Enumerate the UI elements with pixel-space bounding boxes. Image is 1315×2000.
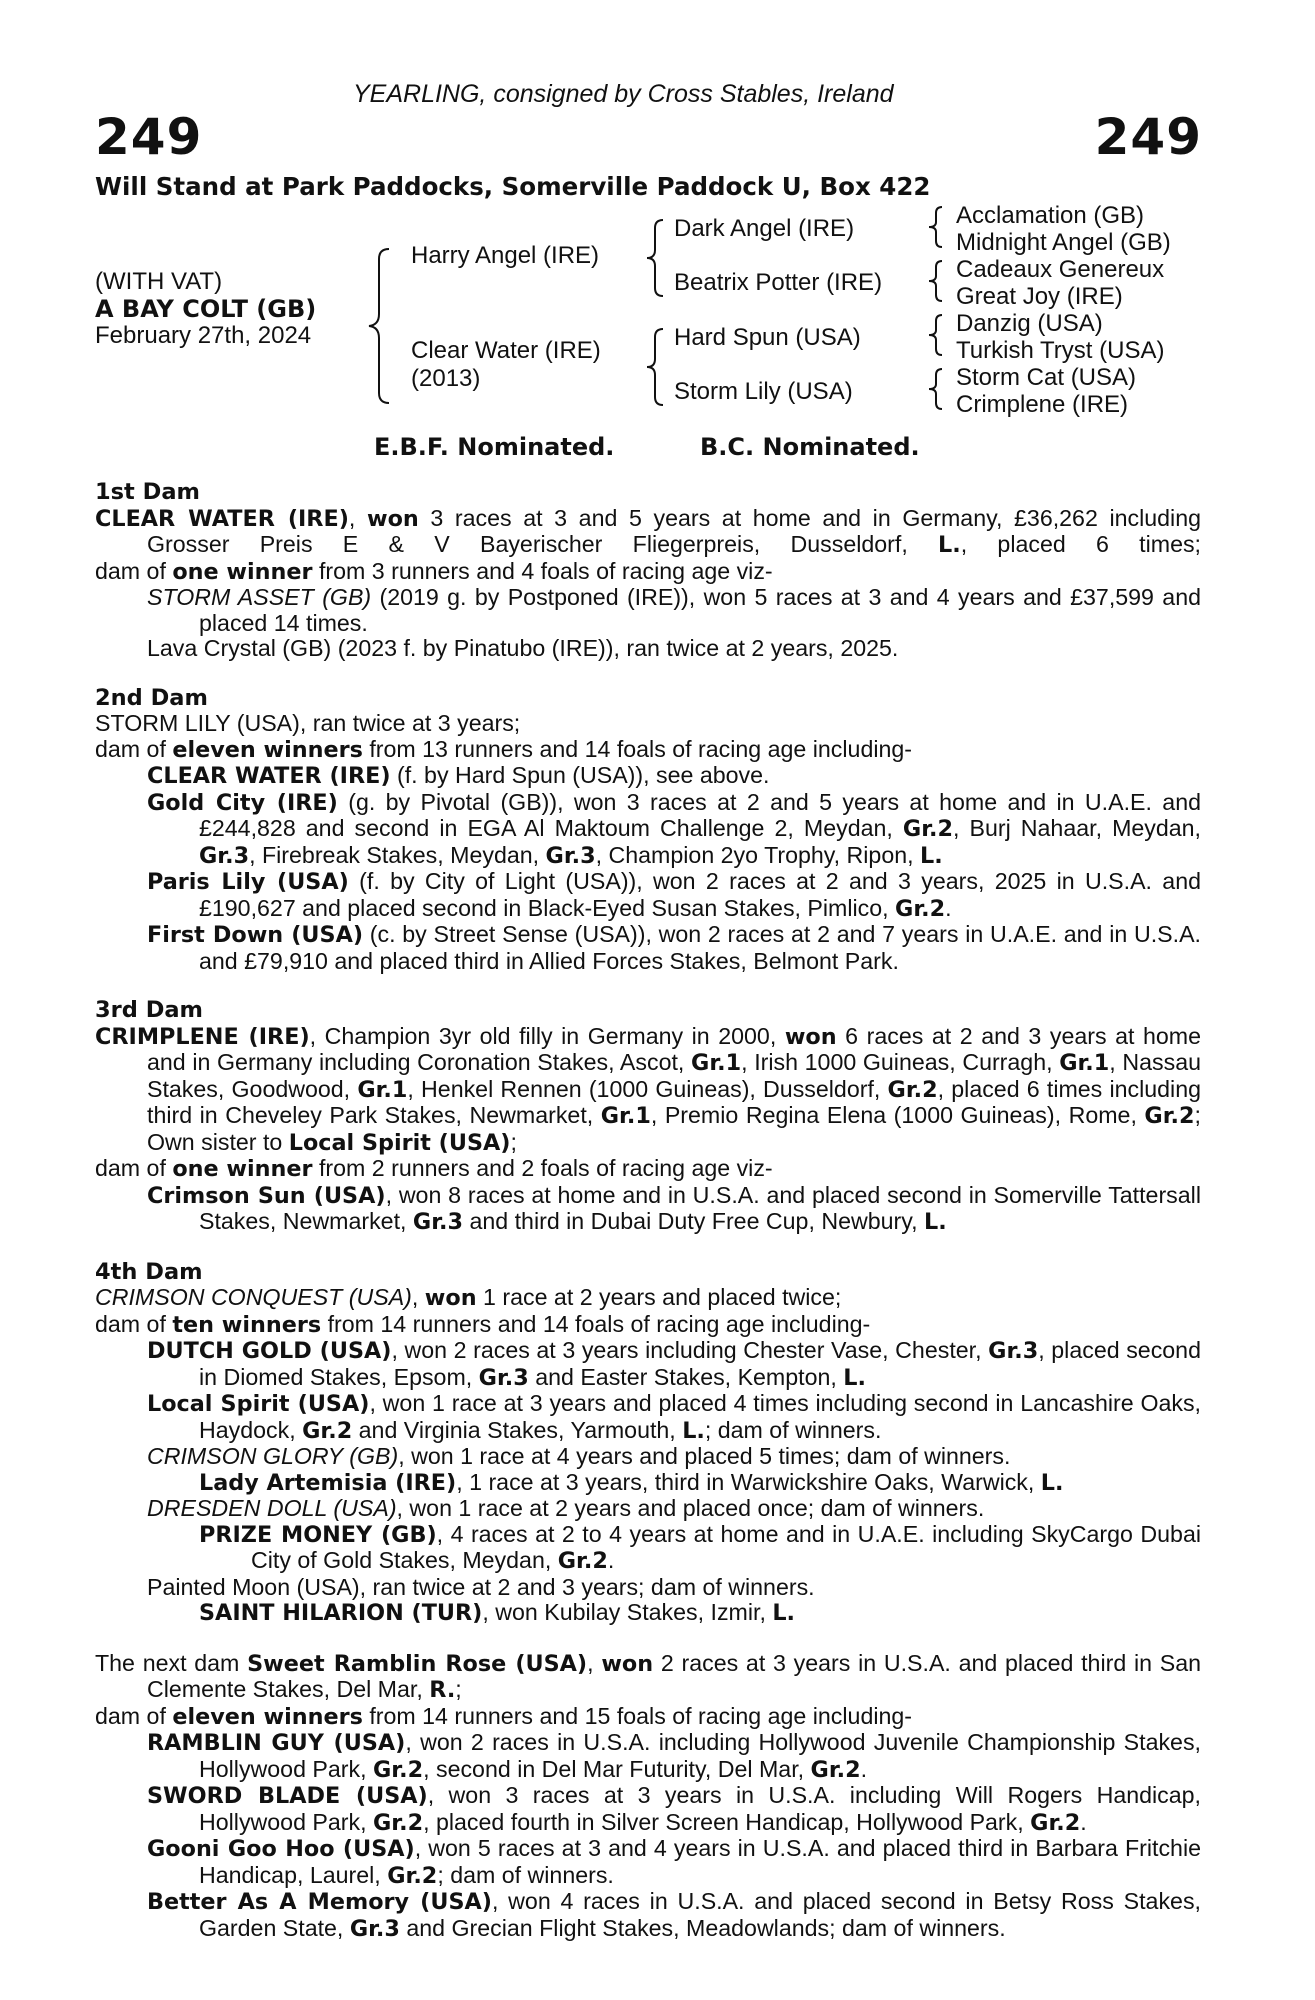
second-dam-section	[95, 686, 1201, 975]
lot-number-right: 249	[1094, 108, 1202, 166]
produce-entry: SWORD BLADE (USA), won 3 races at 3 years in U.S.A. including Will Rogers Handicap, Hollywood Park, Gr.2, placed fourth in Silver Screen Handicap, Hollywood Park, Gr.2.	[147, 1782, 1201, 1836]
dam-dam: Storm Lily (USA)	[674, 378, 853, 405]
pedigree-bracket-gg1	[925, 205, 947, 249]
sire-dam: Beatrix Potter (IRE)	[674, 269, 883, 296]
stand-location: Will Stand at Park Paddocks, Somerville Paddock U, Box 422	[95, 172, 931, 201]
produce-entry: First Down (USA) (c. by Street Sense (USA)), won 2 races at 2 and 7 years in U.A.E. and in U.S.A. and £79,910 and placed third in Allied Forces Stakes, Belmont Park.	[147, 921, 1201, 974]
ebf-nominated: E.B.F. Nominated.	[374, 433, 615, 461]
fourth-dam-produce-summary: dam of ten winners from 14 runners and 14 foals of racing age including-	[95, 1310, 871, 1338]
horse-dob: February 27th, 2024	[95, 322, 312, 349]
third-dam-produce-summary: dam of one winner from 2 runners and 2 foals of racing age viz-	[95, 1155, 773, 1182]
produce-entry: Lady Artemisia (IRE), 1 race at 3 years, third in Warwickshire Oaks, Warwick, L.	[199, 1468, 1064, 1496]
fourth-dam-heading: 4th Dam	[95, 1258, 203, 1285]
next-dam-produce-summary: dam of eleven winners from 14 runners and 15 foals of racing age including-	[95, 1702, 913, 1730]
horse-name: A BAY COLT (GB)	[95, 295, 317, 323]
lot-number-left: 249	[95, 108, 203, 166]
gg-6: Turkish Tryst (USA)	[956, 337, 1165, 364]
sire-sire: Dark Angel (IRE)	[674, 215, 855, 242]
second-dam-record: STORM LILY (USA), ran twice at 3 years;	[95, 710, 521, 736]
produce-entry: Crimson Sun (USA), won 8 races at home and in U.S.A. and placed second in Somerville Tattersall Stakes, Newmarket, Gr.3 and third in Dubai Duty Free Cup, Newbury, L.	[147, 1181, 1201, 1235]
first-dam-produce-summary: dam of one winner from 3 runners and 4 foals of racing age viz-	[95, 557, 773, 585]
gg-4: Great Joy (IRE)	[956, 283, 1123, 310]
produce-entry: Painted Moon (USA), ran twice at 2 and 3 years; dam of winners.	[147, 1573, 815, 1600]
produce-entry: Gold City (IRE) (g. by Pivotal (GB)), won 3 races at 2 and 5 years at home and in U.A.E. and £244,828 and second in EGA Al Maktoum Challenge 2, Meydan, Gr.2, Burj Nahaar, Meydan, Gr.3, Firebreak Stakes, Meydan, Gr.3, Champion 2yo Trophy, Ripon, L.	[147, 788, 1202, 869]
first-dam-record: CLEAR WATER (IRE), won 3 races at 3 and 5 years at home and in Germany, £36,262 including Grosser Preis E & V Bayerischer Fliegerpreis, Dusseldorf, L., placed 6 times;	[95, 504, 1201, 558]
sire: Harry Angel (IRE)	[411, 242, 600, 269]
gg-1: Acclamation (GB)	[956, 202, 1145, 229]
produce-entry: DUTCH GOLD (USA), won 2 races at 3 years including Chester Vase, Chester, Gr.3, placed second in Diomed Stakes, Epsom, Gr.3 and Easter Stakes, Kempton, L.	[147, 1337, 1201, 1391]
fourth-dam-section	[95, 1260, 1201, 1627]
third-dam-heading: 3rd Dam	[95, 997, 203, 1023]
produce-entry: SAINT HILARION (TUR), won Kubilay Stakes, Izmir, L.	[199, 1599, 796, 1626]
gg-5: Danzig (USA)	[956, 310, 1103, 337]
first-dam-heading: 1st Dam	[95, 479, 200, 505]
third-dam-section	[95, 998, 1201, 1236]
produce-entry: STORM ASSET (GB) (2019 g. by Postponed (IRE)), won 5 races at 3 and 4 years and £37,599 and placed 14 times.	[147, 584, 1201, 636]
second-dam-produce-summary: dam of eleven winners from 13 runners and 14 foals of racing age including-	[95, 735, 913, 763]
dam: Clear Water (IRE)	[411, 337, 601, 364]
gg-8: Crimplene (IRE)	[956, 391, 1129, 418]
gg-3: Cadeaux Genereux	[956, 256, 1165, 283]
bc-nominated: B.C. Nominated.	[700, 433, 920, 461]
next-dam-section	[95, 1651, 1201, 1943]
produce-entry: Local Spirit (USA), won 1 race at 3 years and placed 4 times including second in Lancashire Oaks, Haydock, Gr.2 and Virginia Stakes, Yarmouth, L.; dam of winners.	[147, 1390, 1202, 1444]
next-dam-record: The next dam Sweet Ramblin Rose (USA), won 2 races at 3 years in U.S.A. and placed third in San Clemente Stakes, Del Mar, R.;	[95, 1649, 1201, 1703]
third-dam-record: CRIMPLENE (IRE), Champion 3yr old filly in Germany in 2000, won 6 races at 2 and 3 years at home and in Germany including Coronation Stakes, Ascot, Gr.1, Irish 1000 Guineas, Curragh, Gr.1, Nassau Stakes, Goodwood, Gr.1, Henkel Rennen (1000 Guineas), Dusseldorf, Gr.2, placed 6 times including third in Cheveley Park Stakes, Newmarket, Gr.1, Premio Regina Elena (1000 Guineas), Rome, Gr.2; Own sister to Local Spirit (USA);	[95, 1022, 1202, 1156]
produce-entry: Lava Crystal (GB) (2023 f. by Pinatubo (IRE)), ran twice at 2 years, 2025.	[147, 635, 899, 661]
produce-entry: RAMBLIN GUY (USA), won 2 races in U.S.A. including Hollywood Juvenile Championship Stakes, Hollywood Park, Gr.2, second in Del Mar Futurity, Del Mar, Gr.2.	[147, 1729, 1201, 1783]
produce-entry: Gooni Goo Hoo (USA), won 5 races at 3 and 4 years in U.S.A. and placed third in Barbara Fritchie Handicap, Laurel, Gr.2; dam of winners.	[147, 1835, 1202, 1889]
pedigree-bracket-gg3	[925, 313, 947, 357]
produce-entry: DRESDEN DOLL (USA), won 1 race at 2 years and placed once; dam of winners.	[147, 1495, 985, 1521]
pedigree-bracket-sire	[643, 218, 669, 298]
pedigree-body	[95, 480, 1201, 1942]
pedigree-bracket-dam	[643, 327, 669, 407]
pedigree-bracket-main	[365, 246, 395, 406]
produce-entry: PRIZE MONEY (GB), 4 races at 2 to 4 years at home and in U.A.E. including SkyCargo Dubai City of Gold Stakes, Meydan, Gr.2.	[199, 1520, 1201, 1574]
consignor-line: YEARLING, consigned by Cross Stables, Ireland	[353, 80, 894, 108]
second-dam-heading: 2nd Dam	[95, 684, 208, 711]
produce-entry: Paris Lily (USA) (f. by City of Light (USA)), won 2 races at 2 and 3 years, 2025 in U.S.A. and £190,627 and placed second in Black-Eyed Susan Stakes, Pimlico, Gr.2.	[147, 868, 1201, 922]
dam-sire: Hard Spun (USA)	[674, 324, 861, 351]
dam-year: (2013)	[411, 365, 481, 392]
vat-note: (WITH VAT)	[95, 268, 223, 295]
gg-2: Midnight Angel (GB)	[956, 229, 1171, 256]
gg-7: Storm Cat (USA)	[956, 364, 1137, 391]
pedigree-bracket-gg4	[925, 367, 947, 411]
produce-entry: CRIMSON GLORY (GB), won 1 race at 4 years and placed 5 times; dam of winners.	[147, 1443, 1011, 1469]
produce-entry: CLEAR WATER (IRE) (f. by Hard Spun (USA)), see above.	[147, 762, 770, 789]
first-dam-section	[95, 480, 1201, 662]
pedigree-bracket-gg2	[925, 259, 947, 303]
produce-entry: Better As A Memory (USA), won 4 races in U.S.A. and placed second in Betsy Ross Stakes, Garden State, Gr.3 and Grecian Flight Stakes, Meadowlands; dam of winners.	[147, 1888, 1201, 1942]
fourth-dam-record: CRIMSON CONQUEST (USA), won 1 race at 2 years and placed twice;	[95, 1284, 842, 1311]
